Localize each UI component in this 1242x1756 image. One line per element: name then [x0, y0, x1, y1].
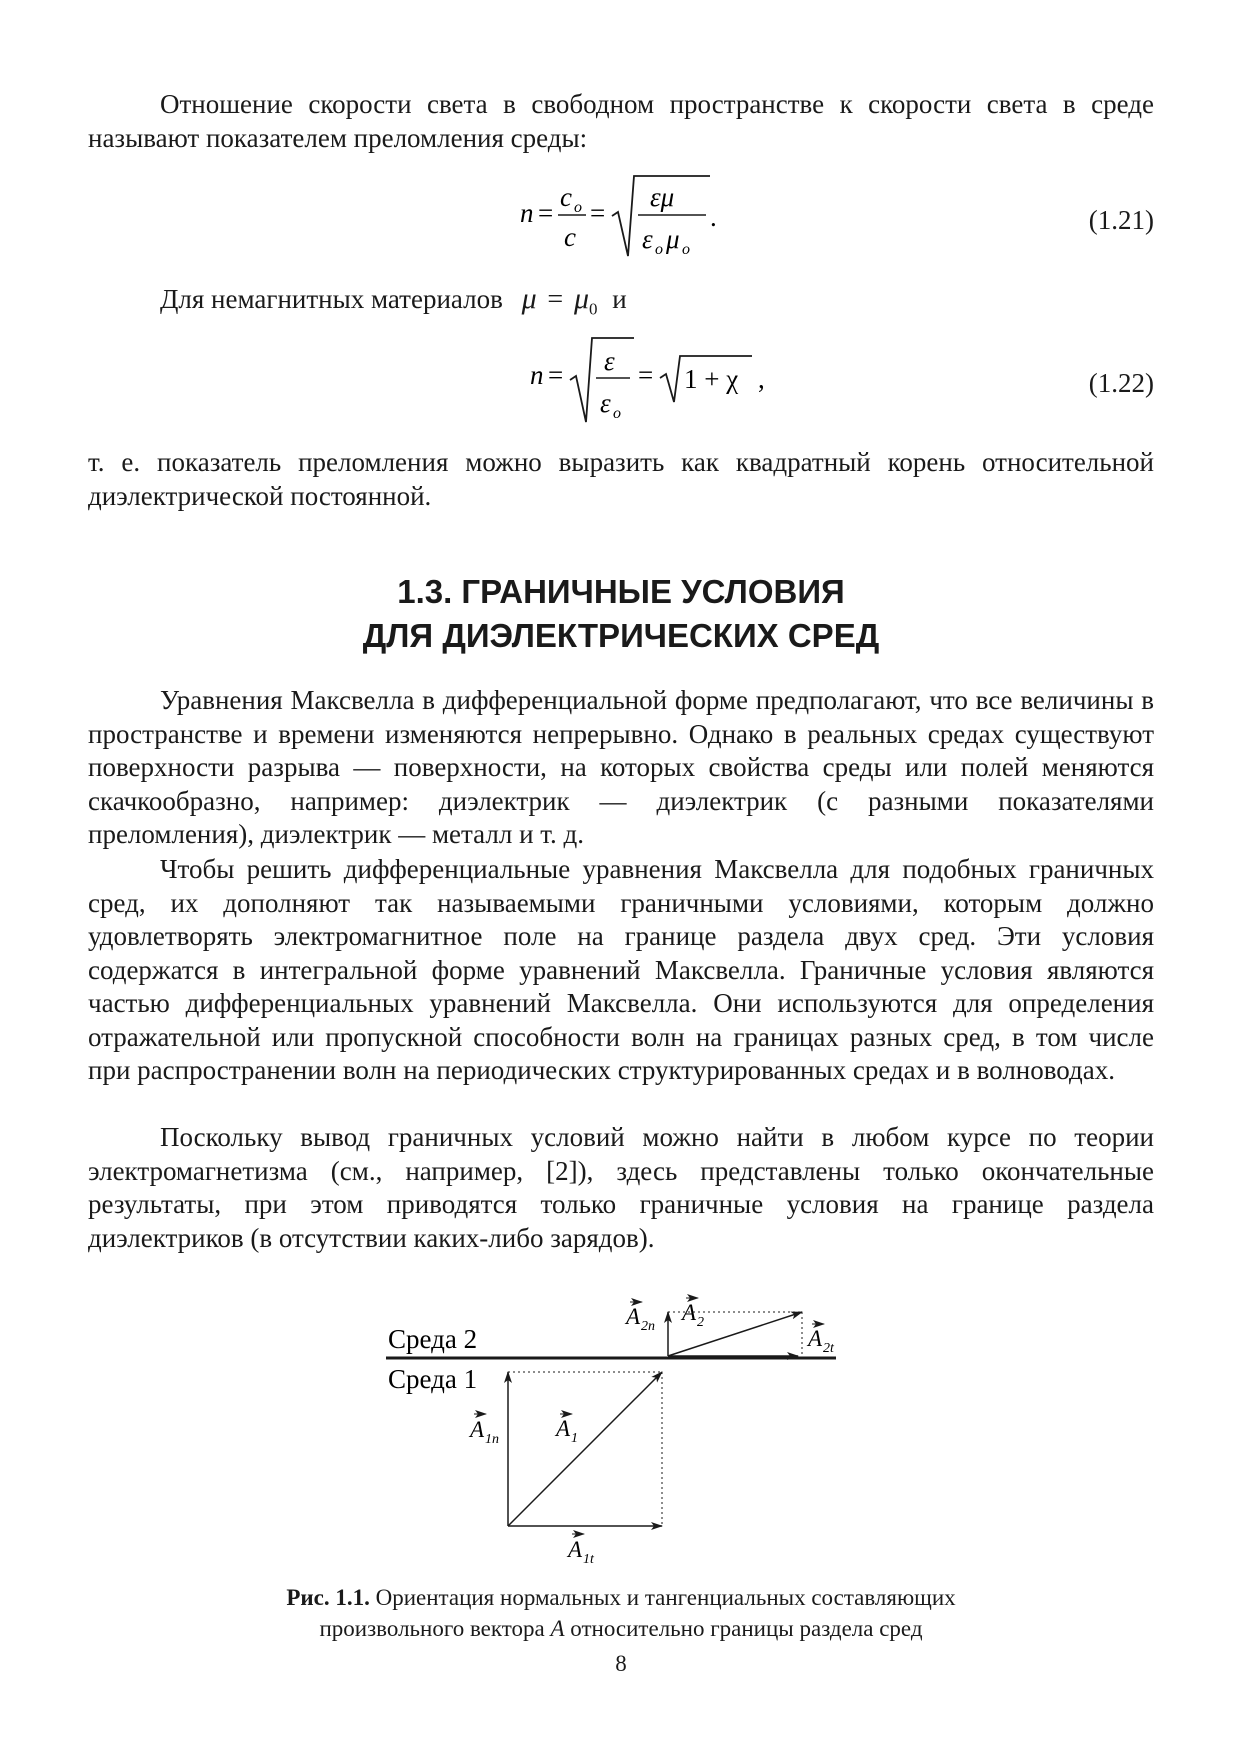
caption-line2-var: A	[550, 1616, 565, 1641]
eq121-mu-sub: o	[682, 241, 690, 258]
eq122-one-plus-chi: 1 + χ	[684, 364, 739, 394]
label-a2	[680, 1298, 704, 1330]
nonmag-mu: μ	[521, 282, 537, 315]
eq121-eps-mu: εμ	[650, 182, 675, 212]
label-a2t	[806, 1324, 835, 1356]
figure-1-1	[370, 1280, 850, 1570]
svg-text:1: 1	[571, 1431, 578, 1446]
equation-1-21	[520, 170, 740, 265]
svg-text:A: A	[470, 1417, 485, 1442]
svg-text:2n: 2n	[641, 1319, 655, 1334]
svg-text:A: A	[556, 1416, 571, 1441]
caption-line2-post: относительно границы раздела сред	[570, 1616, 923, 1641]
equation-number-1-21: (1.21)	[1088, 205, 1154, 235]
eq121-mu: μ	[666, 224, 680, 254]
svg-text:2: 2	[697, 1315, 704, 1330]
caption-line-2	[0, 1613, 1242, 1644]
eq122-n: n	[530, 360, 544, 390]
body-paragraph-2: Чтобы решить дифференциальные уравнения Максвелла для подобных граничных сред, их дополняют так называемыми граничными условиями, которым должно удовлетворять электромагнитное поле на границе раздела двух сред. Эти условия содержатся в интегральной форме уравнений Максвелла. Граничные условия являются частью дифференциальных уравнений Максвелла. Они используются для определения отражательной или пропускной способности волн на границах разных сред, в том числе при распространении волн на периодических структурированных средах и в волноводах.	[88, 854, 1154, 1085]
eq122-eps0: ε	[600, 388, 611, 418]
nonmag-mu0: μ	[573, 282, 590, 315]
label-a1n	[468, 1414, 499, 1447]
nonmag-equals: =	[547, 284, 564, 315]
ie-paragraph: т. е. показатель преломления можно выразить как квадратный корень относительной диэлектрической постоянной.	[88, 447, 1154, 511]
label-a1t	[566, 1534, 595, 1567]
eq121-c0-sub: o	[574, 199, 582, 216]
page-number: 8	[615, 1651, 627, 1676]
svg-text:A: A	[568, 1537, 583, 1562]
svg-text:A: A	[626, 1304, 641, 1329]
eq121-equals: =	[538, 198, 554, 228]
label-a2n	[624, 1302, 655, 1334]
eq121-equals-2: =	[590, 198, 606, 228]
eq122-equals-2: =	[638, 360, 654, 390]
intro-paragraph: Отношение скорости света в свободном пространстве к скорости света в среде называют показателем преломления среды:	[88, 89, 1154, 153]
caption-text: Ориентация нормальных и тангенциальных составляющих	[375, 1585, 956, 1610]
eq121-c0: c	[560, 182, 572, 212]
eq122-comma: ,	[758, 364, 765, 394]
caption-line2-pre: произвольного вектора	[319, 1616, 545, 1641]
section-heading-line-2: ДЛЯ ДИЭЛЕКТРИЧЕСКИХ СРЕД	[362, 617, 880, 654]
nonmagnetic-line	[160, 282, 627, 319]
eq121-c: c	[564, 222, 576, 252]
svg-text:1n: 1n	[485, 1432, 499, 1447]
caption-label: Рис. 1.1.	[286, 1585, 370, 1610]
section-heading	[0, 570, 1242, 658]
svg-text:1t: 1t	[583, 1552, 594, 1567]
equation-1-22	[530, 330, 790, 430]
eq122-eps0-sub: o	[613, 405, 621, 422]
body-paragraph-3: Поскольку вывод граничных условий можно найти в любом курсе по теории электромагнетизма (см., например, [2]), здесь представлены только окончательные результаты, при этом приводятся только граничные условия на границе раздела диэлектриков (в отсутствии каких-либо зарядов).	[88, 1122, 1154, 1253]
eq121-dot: .	[710, 202, 717, 232]
eq121-n: n	[520, 198, 534, 228]
eq121-eps-sub: o	[655, 241, 663, 258]
svg-text:2t: 2t	[823, 1341, 834, 1356]
nonmag-mu0-sub: 0	[589, 299, 598, 319]
nonmagnetic-text: Для немагнитных материалов	[160, 284, 503, 314]
svg-text:A: A	[682, 1300, 697, 1325]
section-heading-line-1: 1.3. ГРАНИЧНЫЕ УСЛОВИЯ	[397, 573, 845, 610]
caption-line-1	[0, 1582, 1242, 1613]
nonmag-and: и	[612, 284, 627, 314]
label-a1	[554, 1414, 578, 1446]
medium-2-label: Среда 2	[388, 1324, 478, 1354]
eq122-equals: =	[548, 360, 564, 390]
eq121-eps: ε	[642, 224, 653, 254]
equation-number-1-22: (1.22)	[1088, 368, 1154, 398]
eq122-eps: ε	[604, 346, 615, 376]
body-paragraph-1: Уравнения Максвелла в дифференциальной форме предполагают, что все величины в пространстве и времени изменяются непрерывно. Однако в реальных средах существуют поверхности разрыва — поверхности, на которых свойства среды или полей меняются скачкообразно, например: диэлектрик — диэлектрик (с разными показателями преломления), диэлектрик — металл и т. д.	[88, 685, 1154, 849]
svg-text:A: A	[808, 1326, 823, 1351]
a1-vector	[508, 1372, 662, 1526]
medium-1-label: Среда 1	[388, 1364, 478, 1394]
figure-caption	[0, 1582, 1242, 1644]
